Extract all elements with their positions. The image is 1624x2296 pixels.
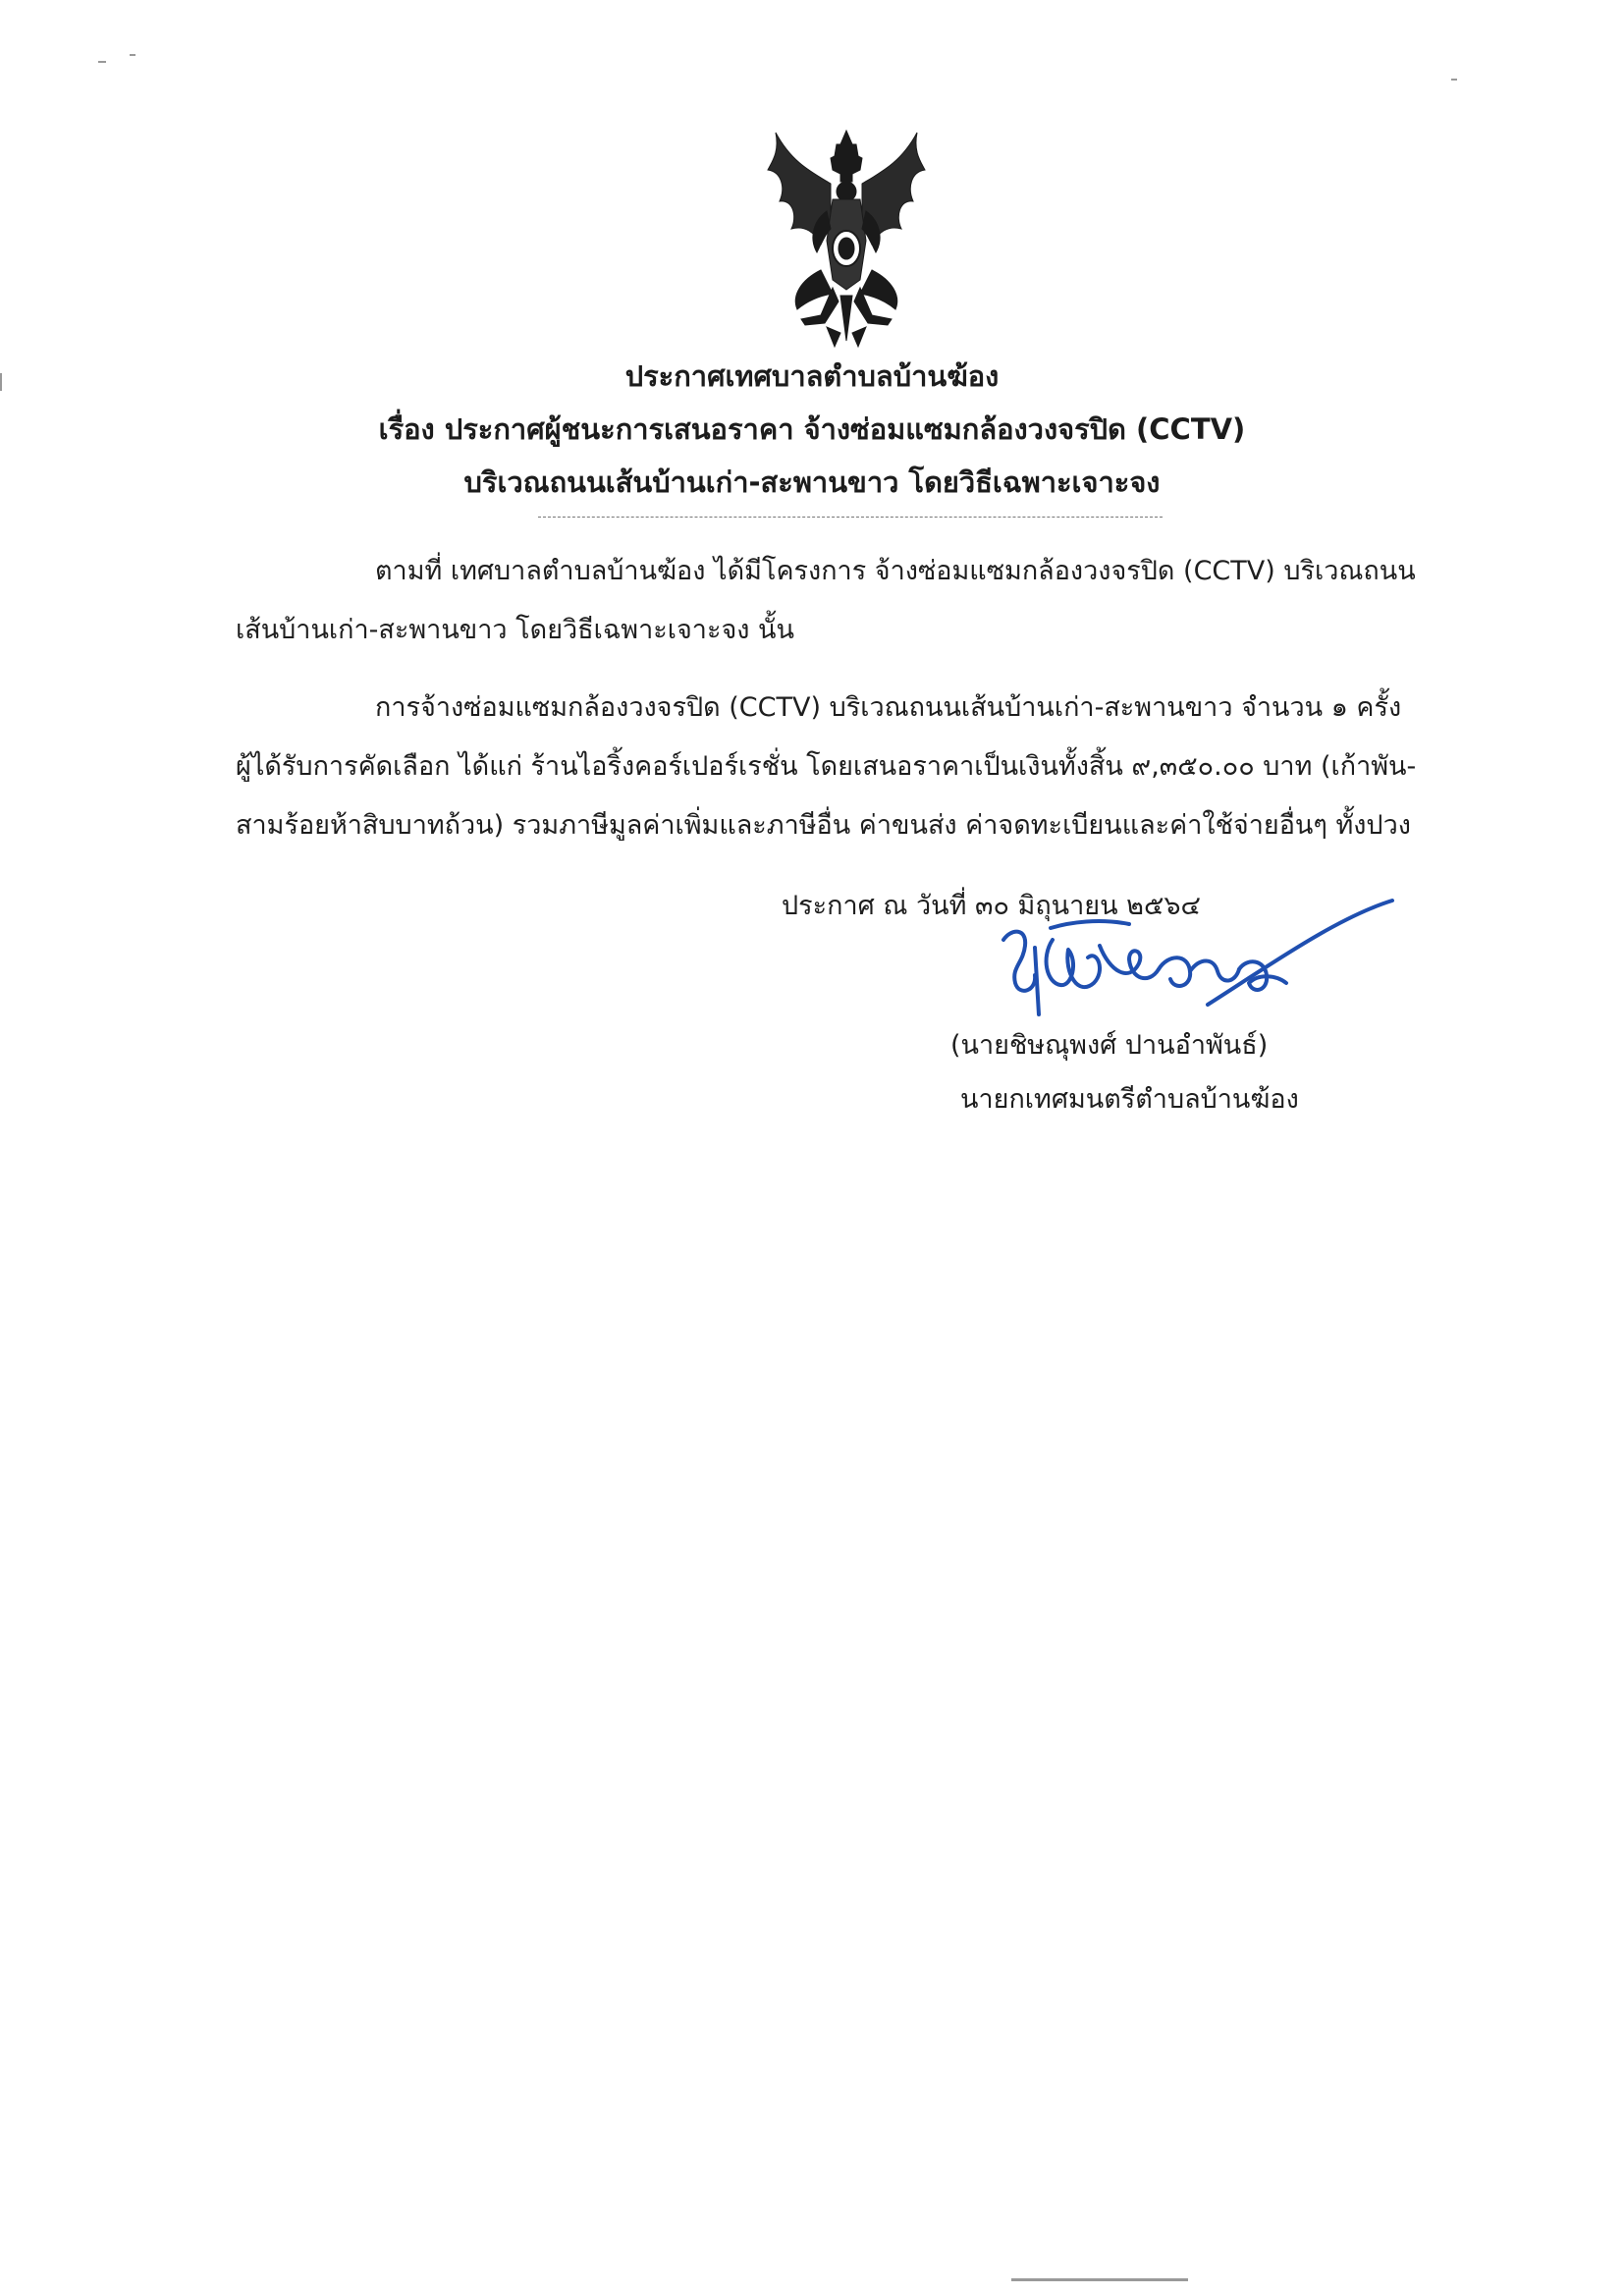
paragraph-line: เส้นบ้านเก่า-สะพานขาว โดยวิธีเฉพาะเจาะจง นั้น [236,615,794,645]
header-location: บริเวณถนนเส้นบ้านเก่า-สะพานขาว โดยวิธีเฉพาะเจาะจง [463,465,1161,499]
paragraph-line: การจ้างซ่อมแซมกล้องวงจรปิด (CCTV) บริเวณถนนเส้นบ้านเก่า-สะพานขาว จำนวน ๑ ครั้ง [375,692,1402,723]
signature-image [982,889,1394,1036]
signer-name: (นายชิษณุพงศ์ ปานอำพันธ์) [950,1030,1269,1061]
header-title: ประกาศเทศบาลตำบลบ้านฆ้อง [624,359,1000,393]
header-divider [538,517,1163,518]
header-subject: เรื่อง ประกาศผู้ชนะการเสนอราคา จ้างซ่อมแซมกล้องวงจรปิด (CCTV) [378,412,1246,446]
announcement-header [0,354,1624,505]
paragraph-line: ผู้ได้รับการคัดเลือก ได้แก่ ร้านไอริ้งคอร์เปอร์เรชั่น โดยเสนอราคาเป็นเงินทั้งสิ้น ๙,๓๕๐.๐๐ บาท (เก้าพัน- [236,751,1417,782]
paragraph-intro [236,542,1414,660]
paragraph-line: สามร้อยห้าสิบบาทถ้วน) รวมภาษีมูลค่าเพิ่มและภาษีอื่น ค่าขนส่ง ค่าจดทะเบียนและค่าใช้จ่ายอื่นๆ ทั้งปวง [236,810,1411,841]
announcement-date: ประกาศ ณ วันที่ ๓๐ มิถุนายน ๒๕๖๔ [782,891,1201,921]
garuda-emblem-icon [762,123,931,351]
paragraph-award [236,679,1417,855]
signer-position: นายกเทศมนตรีตำบลบ้านฆ้อง [960,1084,1299,1115]
paragraph-line: ตามที่ เทศบาลตำบลบ้านฆ้อง ได้มีโครงการ จ้างซ่อมแซมกล้องวงจรปิด (CCTV) บริเวณถนน [375,556,1416,586]
